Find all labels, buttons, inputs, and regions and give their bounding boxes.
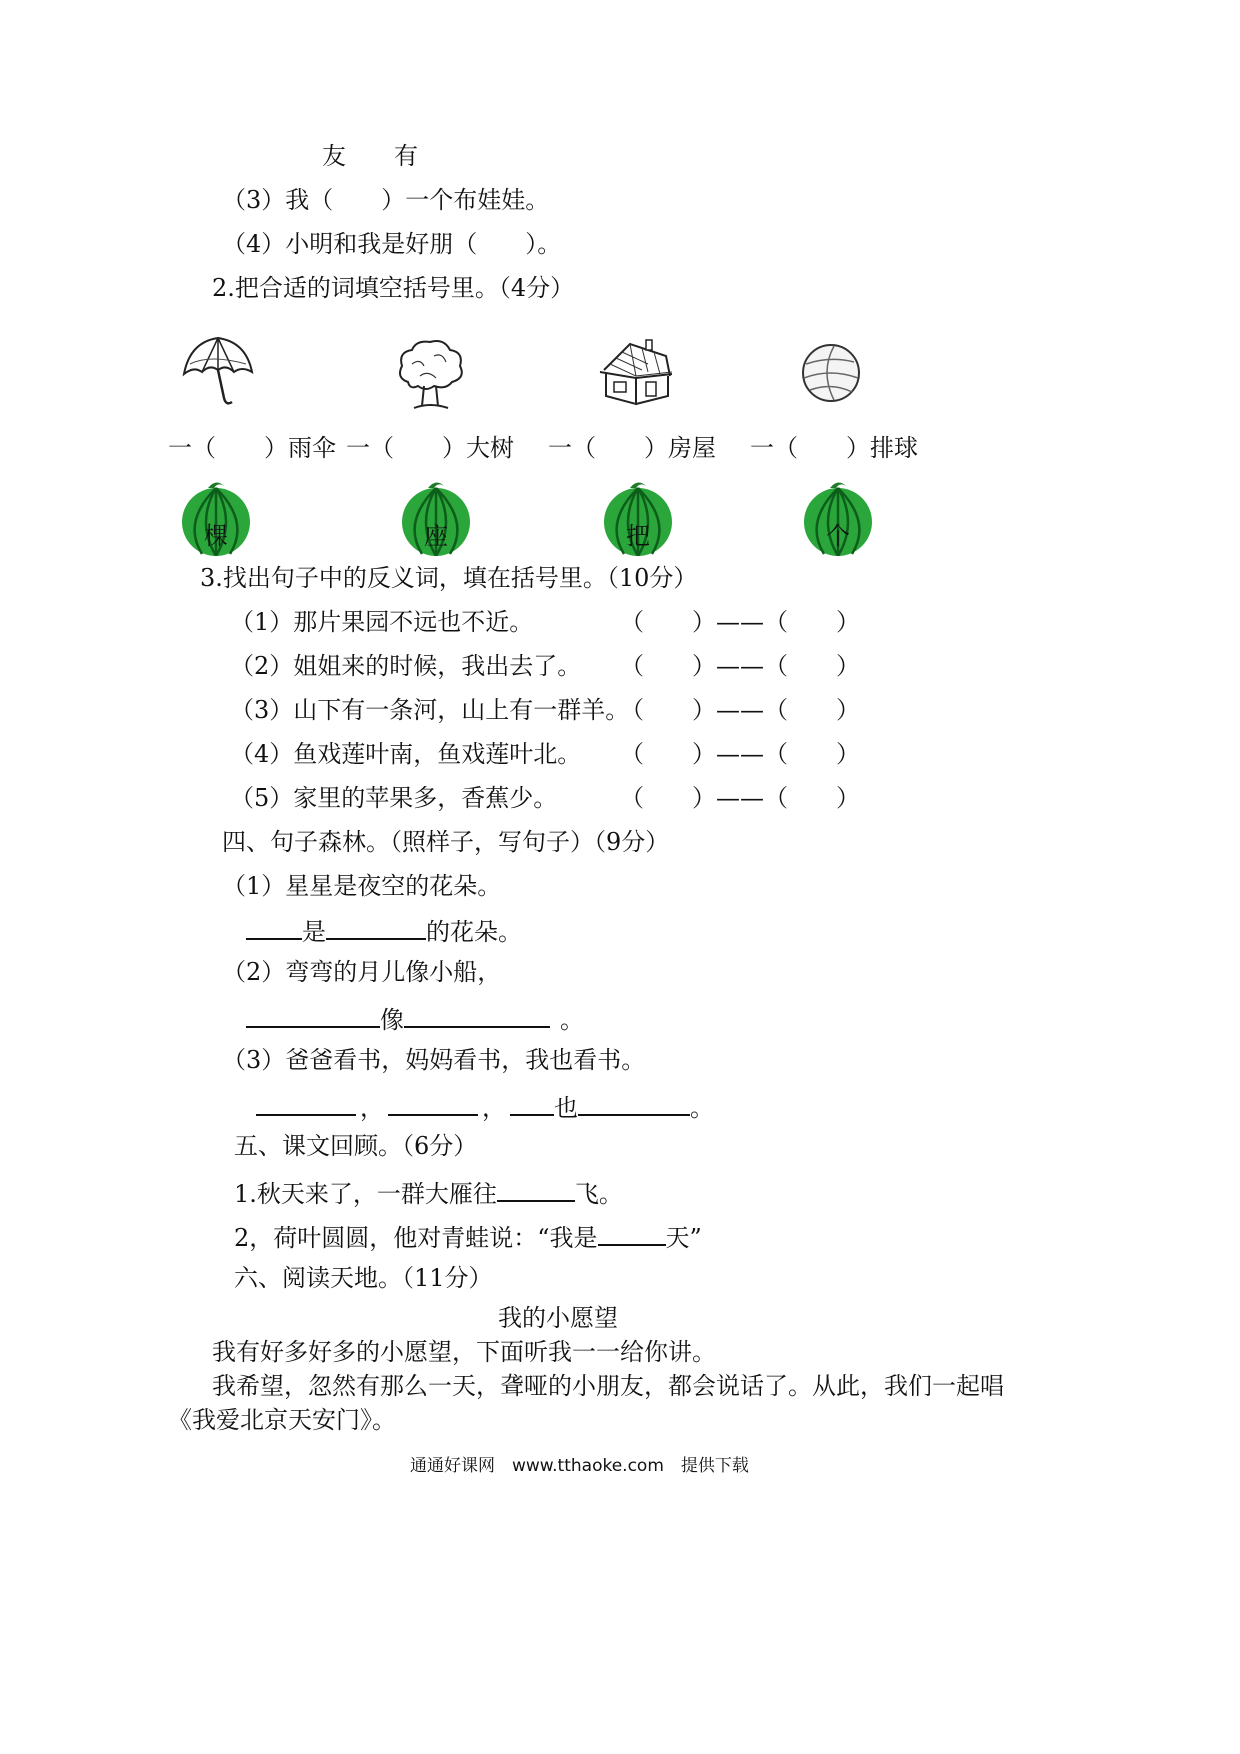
blank[interactable] [256, 1092, 356, 1116]
blank[interactable] [510, 1092, 554, 1116]
passage-paragraph-2: 我希望，忽然有那么一天，聋哑的小朋友，都会说话了。从此，我们一起唱 [212, 1372, 1004, 1400]
q1-item-3: （3）我（ ）一个布娃娃。 [222, 186, 550, 214]
umbrella-icon [180, 334, 256, 410]
passage-paragraph-1: 我有好多好多的小愿望，下面听我一一给你讲。 [212, 1338, 716, 1366]
q3-answer-2: （ ）——（ ） [620, 652, 860, 680]
house-icon [596, 336, 676, 408]
option-label: 个 [826, 522, 850, 550]
fill-word: 。 [560, 1006, 584, 1034]
q3-answer-4: （ ）——（ ） [620, 740, 860, 768]
q3-answer-1: （ ）——（ ） [620, 608, 860, 636]
fill-word: ， [482, 1094, 506, 1122]
s4-fill-1 [246, 916, 522, 944]
q3-title: 3.找出句子中的反义词，填在括号里。（10分） [200, 564, 698, 592]
blank[interactable] [497, 1178, 575, 1202]
blank[interactable] [578, 1092, 690, 1116]
s4-example-1: （1）星星是夜空的花朵。 [222, 872, 502, 900]
q3-item-5: （5）家里的苹果多，香蕉少。 [230, 784, 558, 812]
q3-item-3: （3）山下有一条河，山上有一群羊。 [230, 696, 630, 724]
char-options-line: 友 有 [322, 142, 418, 170]
q2-title: 2.把合适的词填空括号里。（4分） [212, 274, 575, 302]
fill-word: 像 [380, 1006, 404, 1034]
q3-item-4: （4）鱼戏莲叶南，鱼戏莲叶北。 [230, 740, 582, 768]
passage-paragraph-2-cont: 《我爱北京天安门》。 [168, 1406, 396, 1434]
blank[interactable] [404, 1004, 550, 1028]
watermelon-option-ba [600, 476, 676, 556]
s5-text: 1.秋天来了，一群大雁往 [234, 1180, 497, 1208]
passage-title: 我的小愿望 [498, 1304, 618, 1332]
s4-example-2: （2）弯弯的月儿像小船， [222, 958, 502, 986]
s4-fill-3 [256, 1092, 714, 1120]
blank[interactable] [246, 1004, 380, 1028]
blank[interactable] [388, 1092, 478, 1116]
s5-item-1 [234, 1178, 623, 1206]
q2-item-house: 一（ ）房屋 [548, 434, 716, 462]
blank[interactable] [246, 916, 302, 940]
option-label: 座 [424, 522, 448, 550]
watermelon-option-ke [178, 476, 254, 556]
section6-title: 六、阅读天地。（11分） [234, 1264, 493, 1292]
s5-item-2 [234, 1222, 702, 1250]
q3-answer-5: （ ）——（ ） [620, 784, 860, 812]
q1-item-4: （4）小明和我是好朋（ ）。 [222, 230, 562, 258]
option-label: 棵 [204, 522, 228, 550]
s5-text: 飞。 [574, 1180, 623, 1208]
fill-word: ， [360, 1094, 384, 1122]
blank[interactable] [598, 1222, 666, 1246]
q3-answer-3: （ ）——（ ） [620, 696, 860, 724]
fill-word: 也 [554, 1094, 578, 1122]
fill-word: 是 [302, 918, 326, 946]
blank[interactable] [326, 916, 426, 940]
q2-item-tree: 一（ ）大树 [346, 434, 514, 462]
watermelon-option-zuo [398, 476, 474, 556]
section4-title: 四、句子森林。（照样子，写句子）（9分） [222, 828, 670, 856]
page-footer: 通通好课网 www.tthaoke.com 提供下载 [410, 1456, 749, 1476]
q2-item-umbrella: 一（ ）雨伞 [168, 434, 336, 462]
volleyball-icon [800, 342, 862, 404]
s4-fill-2 [246, 1004, 584, 1032]
s5-text: 2，荷叶圆圆，他对青蛙说：“我是 [234, 1224, 598, 1252]
section5-title: 五、课文回顾。（6分） [234, 1132, 478, 1160]
option-label: 把 [626, 522, 650, 550]
watermelon-option-ge [800, 476, 876, 556]
q3-item-1: （1）那片果园不远也不近。 [230, 608, 534, 636]
fill-word: 。 [690, 1094, 714, 1122]
q2-item-ball: 一（ ）排球 [750, 434, 918, 462]
tree-icon [394, 338, 466, 412]
fill-word: 的花朵。 [426, 918, 522, 946]
s4-example-3: （3）爸爸看书，妈妈看书，我也看书。 [222, 1046, 646, 1074]
s5-text: 天” [665, 1224, 702, 1252]
q3-item-2: （2）姐姐来的时候，我出去了。 [230, 652, 582, 680]
